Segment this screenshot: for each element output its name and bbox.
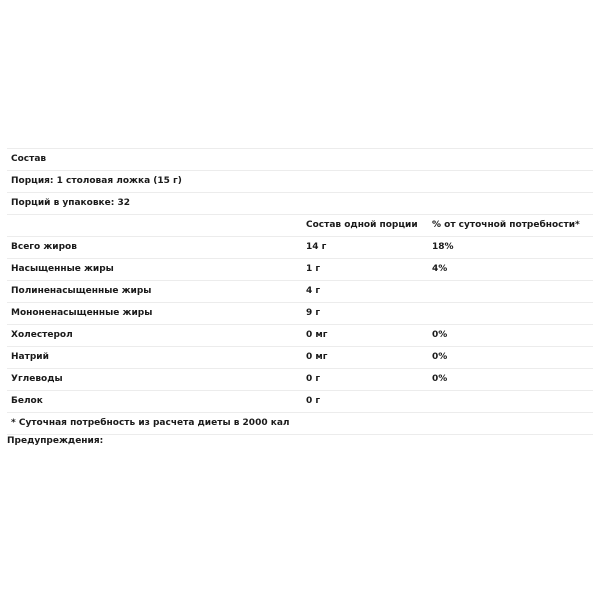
servings-per-pack: Порций в упаковке: 32 [11,198,131,208]
table-row [7,303,593,325]
table-row [7,281,593,303]
servings-per-pack-row [7,193,593,215]
nutrient-amount: 0 мг [306,330,328,340]
nutrient-daily-value: 0% [432,330,448,340]
nutrient-amount: 0 г [306,396,321,406]
table-row [7,347,593,369]
nutrient-amount: 1 г [306,264,321,274]
table-row [7,259,593,281]
nutrient-name: Углеводы [11,374,63,384]
nutrition-table [7,148,593,435]
table-title: Состав [11,154,47,164]
footnote-row [7,413,593,435]
serving-size-row [7,171,593,193]
nutrient-amount: 0 г [306,374,321,384]
nutrient-name: Насыщенные жиры [11,264,114,274]
nutrient-amount: 14 г [306,242,327,252]
column-header-daily-value: % от суточной потребности* [432,220,580,230]
warnings-label: Предупреждения: [7,436,104,446]
nutrient-name: Натрий [11,352,49,362]
table-title-row [7,149,593,171]
nutrient-daily-value: 0% [432,352,448,362]
nutrient-daily-value: 4% [432,264,448,274]
nutrient-amount: 4 г [306,286,321,296]
table-row [7,325,593,347]
table-row [7,369,593,391]
nutrient-amount: 9 г [306,308,321,318]
nutrient-name: Мононенасыщенные жиры [11,308,153,318]
nutrient-name: Холестерол [11,330,73,340]
column-header-row [7,215,593,237]
table-row [7,237,593,259]
nutrient-amount: 0 мг [306,352,328,362]
footnote: * Суточная потребность из расчета диеты в 2000 кал [11,418,290,428]
nutrient-name: Белок [11,396,43,406]
serving-size: Порция: 1 столовая ложка (15 г) [11,176,182,186]
nutrient-name: Полиненасыщенные жиры [11,286,152,296]
column-header-per-serving: Состав одной порции [306,220,418,230]
nutrient-name: Всего жиров [11,242,77,252]
table-row [7,391,593,413]
nutrient-daily-value: 18% [432,242,454,252]
nutrient-daily-value: 0% [432,374,448,384]
